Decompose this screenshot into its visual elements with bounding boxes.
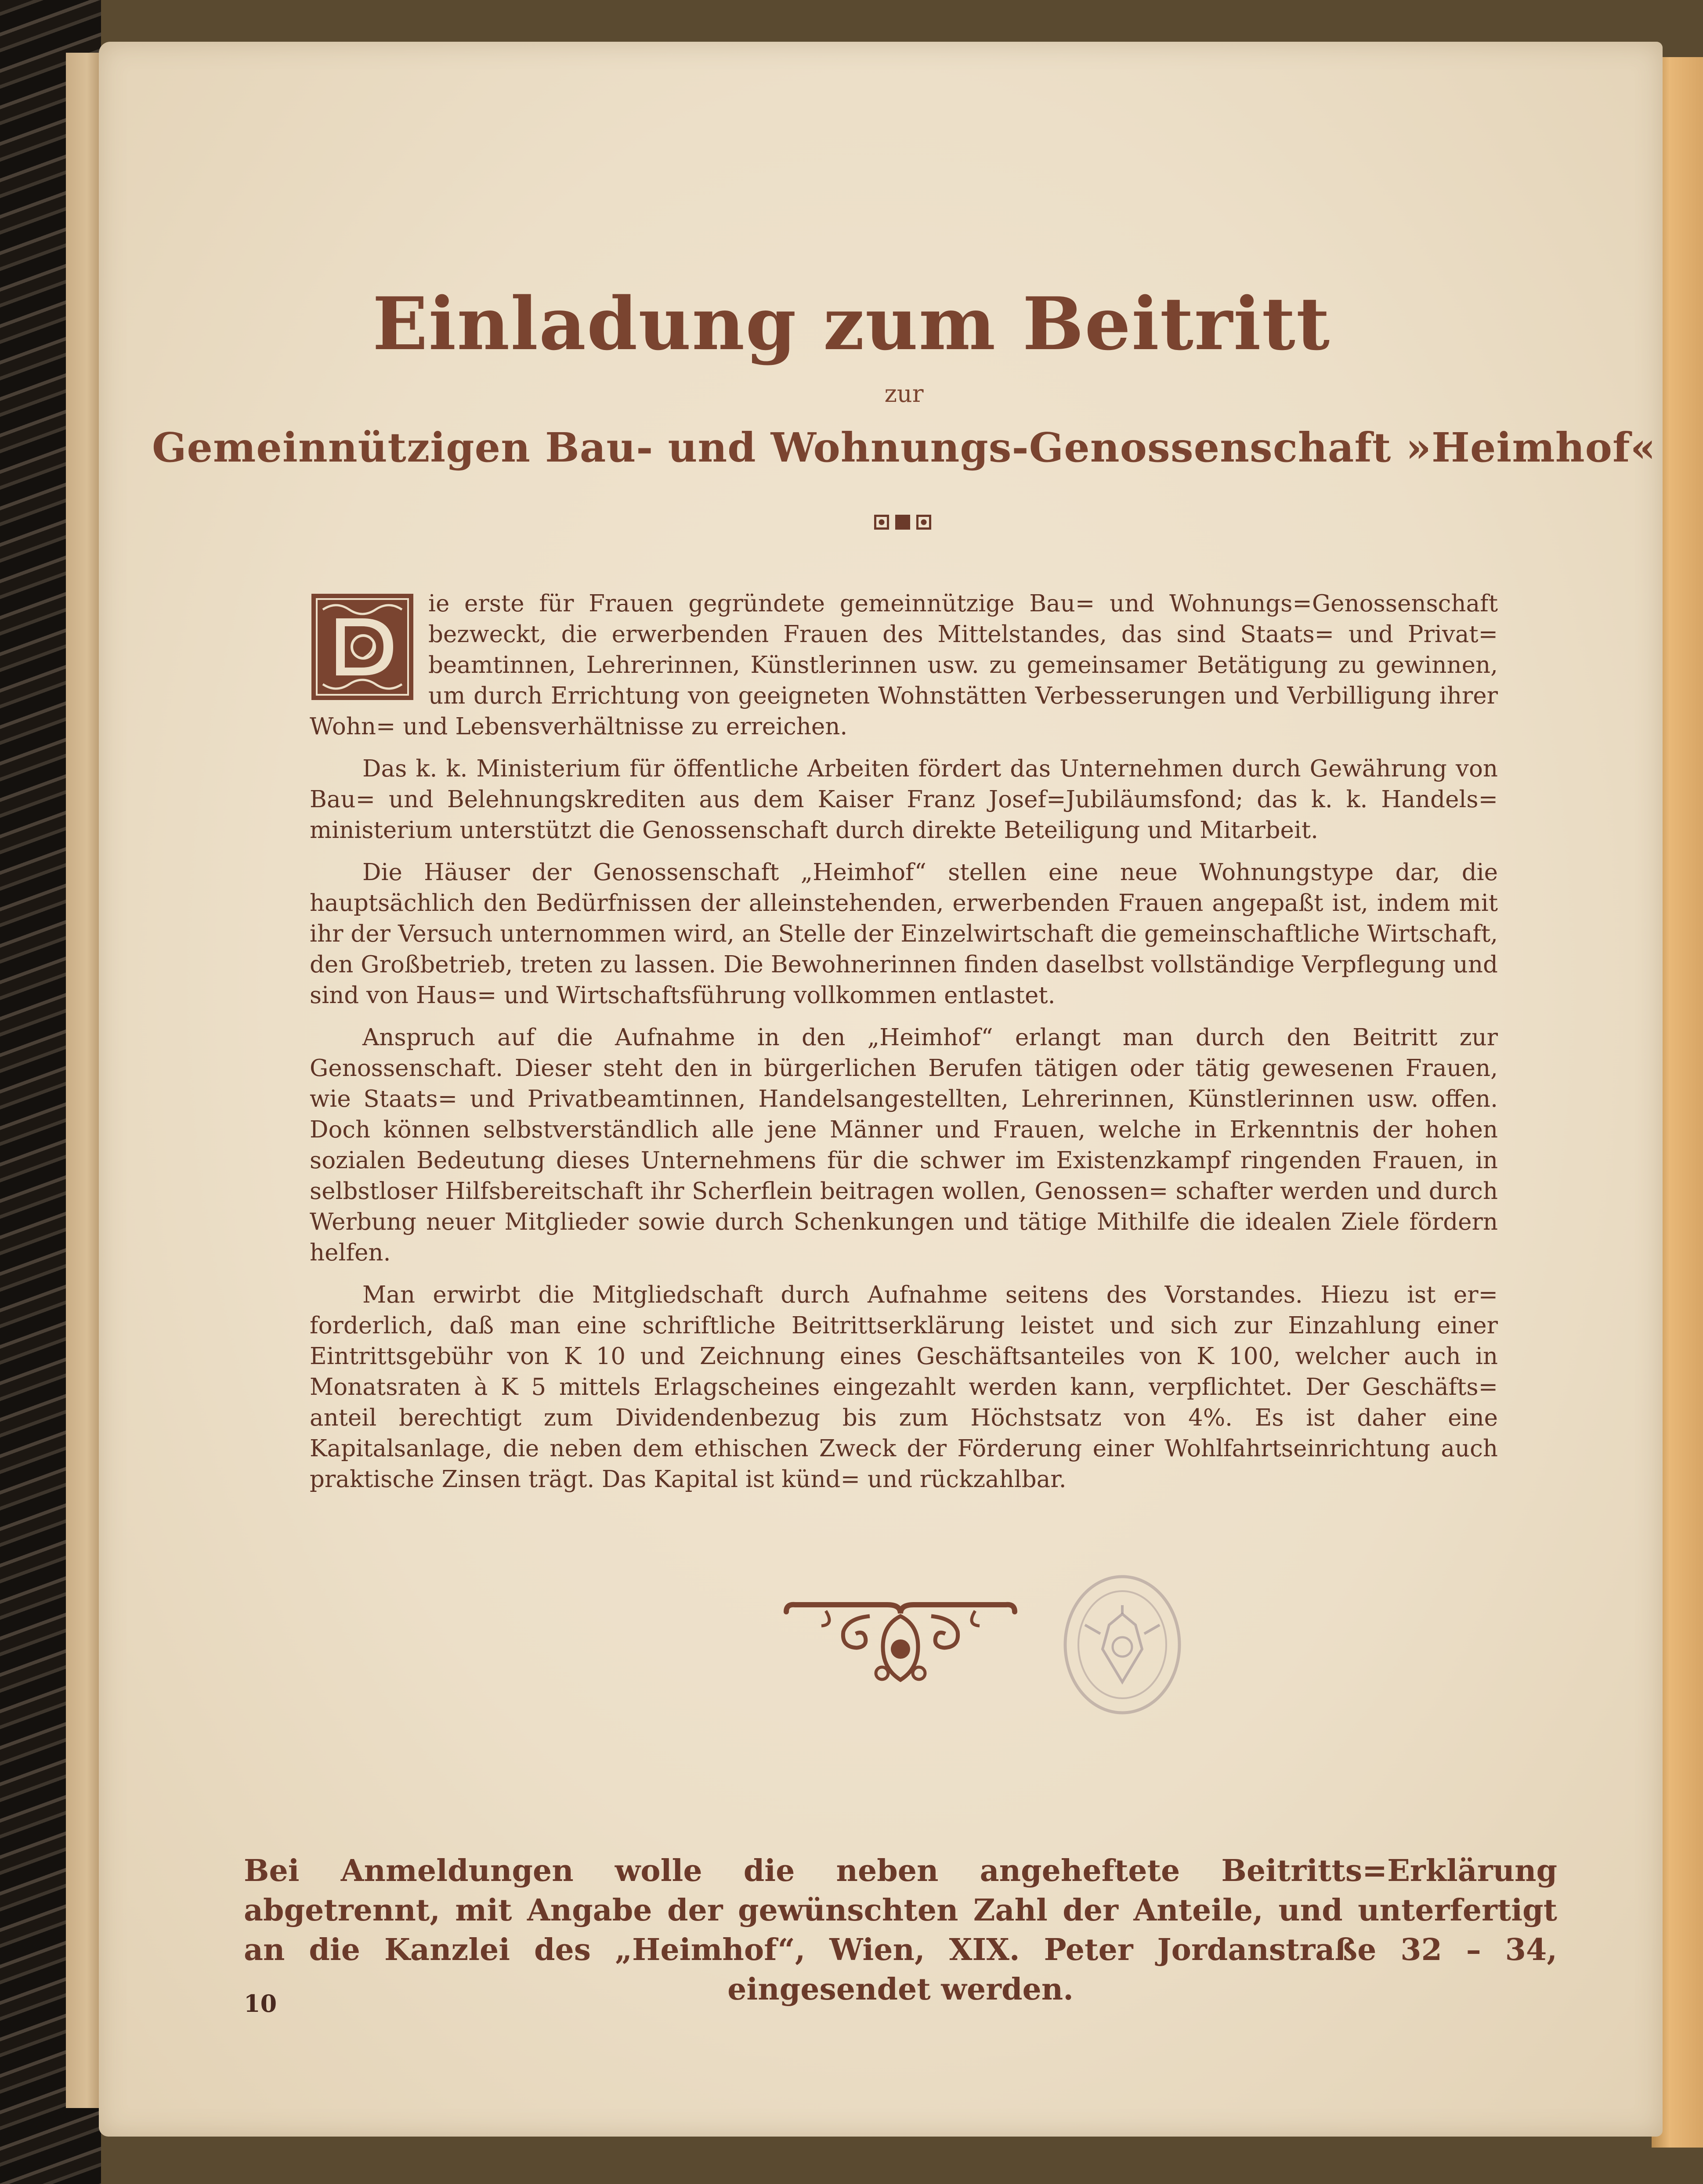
library-stamp-icon <box>1059 1572 1186 1717</box>
paragraph-3: Die Häuser der Genossenschaft „Heimhof“ stellen eine neue Wohnungstype dar, die hauptsächlich den Bedürfnissen der alleinstehenden, erwerbenden Frauen angepaßt ist, indem mit ihr der Versuch unternommen wird, an Stelle der Einzelwirtschaft die gemeinschaftliche Wirtschaft, den Großbetrieb, treten zu lassen. Die Bewohnerinnen finden daselbst vollständige Verpflegung und sind von Haus= und Wirtschaftsführung vollkommen entlastet. <box>310 859 1498 1009</box>
subtitle-connector: zur <box>884 380 924 408</box>
filled-square-icon <box>895 515 910 530</box>
paragraph-2: Das k. k. Ministerium für öffentliche Arbeiten fördert das Unternehmen durch Gewährung von Bau= und Belehnungskrediten aus dem Kaiser Franz Josef=Jubiläumsfond; das k. k. Handels= ministerium unterstützt die Genossenschaft durch direkte Beteiligung und Mitarbeit. <box>310 755 1498 844</box>
dropcap-icon <box>310 592 415 702</box>
page-title: Einladung zum Beitritt <box>372 281 1331 366</box>
subtitle-organization: Gemeinnützigen Bau- und Wohnungs-Genossenschaft »Heimhof« <box>152 424 1656 471</box>
hollow-square-icon <box>916 515 931 530</box>
hollow-square-icon <box>874 515 889 530</box>
paragraph-1: ie erste für Frauen gegründete gemeinnützige Bau= und Wohnungs=Genossenschaft bezweckt, die erwerbenden Frauen des Mittelstandes, das sind Staats= und Privat= beamtinnen, Lehrerinnen, Künstlerinnen usw. zu gemeinsamer Betätigung zu gewinnen, um durch Errichtung von geeigneten Wohnstätten Verbesserungen und Verbilligung ihrer Wohn= und Lebensverhältnisse zu erreichen. <box>310 590 1498 740</box>
page-number: 10 <box>244 1989 277 2018</box>
body-text <box>310 588 1498 1506</box>
square-ornament-icon <box>874 515 936 532</box>
paragraph-5: Man erwirbt die Mitgliedschaft durch Aufnahme seitens des Vorstandes. Hiezu ist er= forderlich, daß man eine schriftliche Beitrittserklärung leistet und sich zur Einzahlung einer Eintrittsgebühr von K 10 und Zeichnung eines Geschäftsanteiles von K 100, welcher auch in Monatsraten à K 5 mittels Erlagscheines eingezahlt werden kann, verpflichtet. Der Geschäfts= anteil berechtigt zum Dividendenbezug bis zum Höchstsatz von 4%. Es ist daher eine Kapitalsanlage, die neben dem ethischen Zweck der Förderung einer Wohlfahrtseinrichtung auch praktische Zinsen trägt. Das Kapital ist künd= und rückzahlbar. <box>310 1282 1498 1493</box>
paragraph-4: Anspruch auf die Aufnahme in den „Heimhof“ erlangt man durch den Beitritt zur Genossenschaft. Dieser steht den in bürgerlichen Berufen tätigen oder tätig gewesenen Frauen, wie Staats= und Privatbeamtinnen, Handelsangestellten, Lehrerinnen, Künstlerinnen usw. offen. Doch können selbstverständlich alle jene Männer und Frauen, welche in Erkenntnis der hohen sozialen Bedeutung dieses Unternehmens für die schwer im Existenzkampf ringenden Frauen, in selbstloser Hilfsbereitschaft ihr Scherflein beitragen wollen, Genossen= schafter werden und durch Werbung neuer Mitglieder sowie durch Schenkungen und tätige Mithilfe die idealen Ziele fördern helfen. <box>310 1024 1498 1266</box>
flourish-ornament-icon <box>782 1599 1019 1686</box>
registration-instructions: Bei Anmeldungen wolle die neben angeheftete Beitritts=Erklärung abgetrennt, mit Angabe der gewünschten Zahl der Anteile, und unterfertigt an die Kanzlei des „Heimhof“, Wien, XIX. Peter Jordanstraße 32 – 34, eingesendet werden. <box>244 1853 1557 2007</box>
